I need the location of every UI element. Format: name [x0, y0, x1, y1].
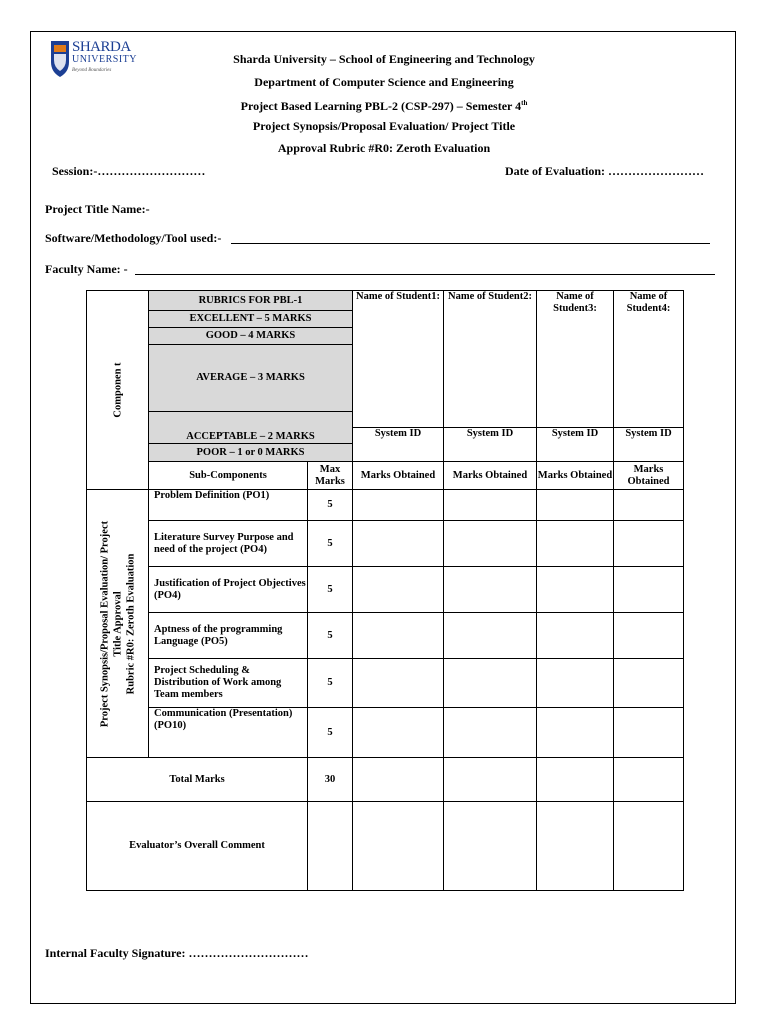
- header-line-2: Department of Computer Science and Engineering: [254, 75, 514, 89]
- max-marks-6: 5: [308, 708, 353, 758]
- marks-cell[interactable]: [537, 567, 614, 613]
- comment-cell[interactable]: [308, 802, 353, 891]
- marks-cell[interactable]: [353, 567, 444, 613]
- level-poor: POOR – 1 or 0 MARKS: [149, 444, 353, 462]
- student3-name[interactable]: Name of Student3:: [537, 291, 614, 428]
- marks-cell[interactable]: [614, 490, 684, 521]
- max-marks-3: 5: [308, 567, 353, 613]
- project-title-field: Project Title Name:-: [45, 202, 150, 216]
- max-marks-header: Max Marks: [308, 462, 353, 490]
- sub-components-header: Sub-Components: [149, 462, 308, 490]
- header-line-4: Project Synopsis/Proposal Evaluation/ Project Title: [252, 119, 516, 133]
- level-acceptable: ACCEPTABLE – 2 MARKS: [149, 412, 353, 444]
- header-line-3: [0, 96, 768, 113]
- evaluation-side-label: [98, 520, 137, 726]
- software-field-label: Software/Methodology/Tool used:-: [45, 231, 222, 245]
- comment-cell[interactable]: [444, 802, 537, 891]
- evaluation-side-label-cell: [87, 490, 149, 758]
- marks-cell[interactable]: [537, 659, 614, 708]
- total-cell[interactable]: [614, 758, 684, 802]
- table-row: [87, 567, 684, 613]
- table-row: [87, 708, 684, 758]
- marks-cell[interactable]: [537, 708, 614, 758]
- component-label: Componen t: [112, 362, 123, 418]
- total-cell[interactable]: [537, 758, 614, 802]
- marks-cell[interactable]: [614, 659, 684, 708]
- total-cell[interactable]: [353, 758, 444, 802]
- marks-cell[interactable]: [444, 708, 537, 758]
- marks-cell[interactable]: [537, 490, 614, 521]
- marks-cell[interactable]: [444, 613, 537, 659]
- evaluator-comment-label: Evaluator’s Overall Comment: [87, 802, 308, 891]
- total-cell[interactable]: [444, 758, 537, 802]
- marks-cell[interactable]: [537, 521, 614, 567]
- table-row: [87, 521, 684, 567]
- total-marks-label: Total Marks: [87, 758, 308, 802]
- marks-obtained-header-2: Marks Obtained: [444, 462, 537, 490]
- marks-cell[interactable]: [614, 613, 684, 659]
- sub-component-3: Justification of Project Objectives (PO4): [149, 567, 308, 613]
- side-label-line-1: Project Synopsis/Proposal Evaluation/ Project: [99, 520, 110, 727]
- marks-obtained-header-1: Marks Obtained: [353, 462, 444, 490]
- student3-system-id[interactable]: System ID: [537, 428, 614, 462]
- faculty-field-label: Faculty Name: -: [45, 262, 128, 276]
- marks-cell[interactable]: [353, 708, 444, 758]
- header-line-3-text: Project Based Learning PBL-2 (CSP-297) – Semester 4: [240, 99, 522, 113]
- marks-cell[interactable]: [614, 708, 684, 758]
- table-row: [87, 659, 684, 708]
- level-average: AVERAGE – 3 MARKS: [149, 345, 353, 412]
- student2-name[interactable]: Name of Student2:: [444, 291, 537, 428]
- date-of-evaluation-field: Date of Evaluation: ……………………: [505, 164, 704, 178]
- max-marks-2: 5: [308, 521, 353, 567]
- comment-cell[interactable]: [614, 802, 684, 891]
- marks-cell[interactable]: [444, 521, 537, 567]
- max-marks-5: 5: [308, 659, 353, 708]
- sub-component-2: Literature Survey Purpose and need of the project (PO4): [149, 521, 308, 567]
- sub-component-4: Aptness of the programming Language (PO5): [149, 613, 308, 659]
- logo-name: SHARDA: [72, 39, 131, 55]
- faculty-field-line[interactable]: [135, 274, 715, 275]
- student4-name[interactable]: Name of Student4:: [614, 291, 684, 428]
- table-row: [87, 613, 684, 659]
- header-line-5: Approval Rubric #R0: Zeroth Evaluation: [277, 141, 491, 155]
- comment-cell[interactable]: [353, 802, 444, 891]
- marks-cell[interactable]: [353, 613, 444, 659]
- side-label-line-3: Rubric #R0: Zeroth Evaluation: [125, 553, 136, 694]
- level-excellent: EXCELLENT – 5 MARKS: [149, 311, 353, 328]
- logo-subtitle: UNIVERSITY: [72, 54, 137, 65]
- student2-system-id[interactable]: System ID: [444, 428, 537, 462]
- marks-cell[interactable]: [353, 521, 444, 567]
- header-line-3-sup: th: [521, 99, 528, 107]
- total-marks-value: 30: [308, 758, 353, 802]
- max-marks-1: 5: [308, 490, 353, 521]
- component-label-cell: [87, 291, 149, 490]
- marks-cell[interactable]: [537, 613, 614, 659]
- marks-obtained-header-3: Marks Obtained: [537, 462, 614, 490]
- marks-cell[interactable]: [444, 659, 537, 708]
- header-line-1: Sharda University – School of Engineering and Technology: [233, 52, 535, 66]
- student4-system-id[interactable]: System ID: [614, 428, 684, 462]
- software-field-line[interactable]: [231, 243, 710, 244]
- marks-obtained-header-4: Marks Obtained: [614, 462, 684, 490]
- comment-row: [87, 802, 684, 891]
- marks-cell[interactable]: [444, 567, 537, 613]
- side-label-line-2: Title Approval: [112, 590, 123, 657]
- marks-cell[interactable]: [444, 490, 537, 521]
- total-row: [87, 758, 684, 802]
- marks-cell[interactable]: [353, 490, 444, 521]
- sub-component-6: Communication (Presentation) (PO10): [149, 708, 308, 758]
- level-good: GOOD – 4 MARKS: [149, 328, 353, 345]
- session-field: Session:-………………………: [52, 164, 206, 178]
- marks-cell[interactable]: [353, 659, 444, 708]
- faculty-signature: Internal Faculty Signature: …………………………: [45, 946, 309, 960]
- logo-tagline: Beyond Boundaries: [72, 68, 112, 73]
- rubric-table: [86, 290, 684, 891]
- sub-component-1: Problem Definition (PO1): [149, 490, 308, 521]
- comment-cell[interactable]: [537, 802, 614, 891]
- student1-name[interactable]: Name of Student1:: [353, 291, 444, 428]
- sub-component-5: Project Scheduling & Distribution of Work among Team members: [149, 659, 308, 708]
- marks-cell[interactable]: [614, 567, 684, 613]
- student1-system-id[interactable]: System ID: [353, 428, 444, 462]
- rubrics-title: RUBRICS FOR PBL-1: [149, 291, 353, 311]
- max-marks-4: 5: [308, 613, 353, 659]
- table-row: [87, 490, 684, 521]
- marks-cell[interactable]: [614, 521, 684, 567]
